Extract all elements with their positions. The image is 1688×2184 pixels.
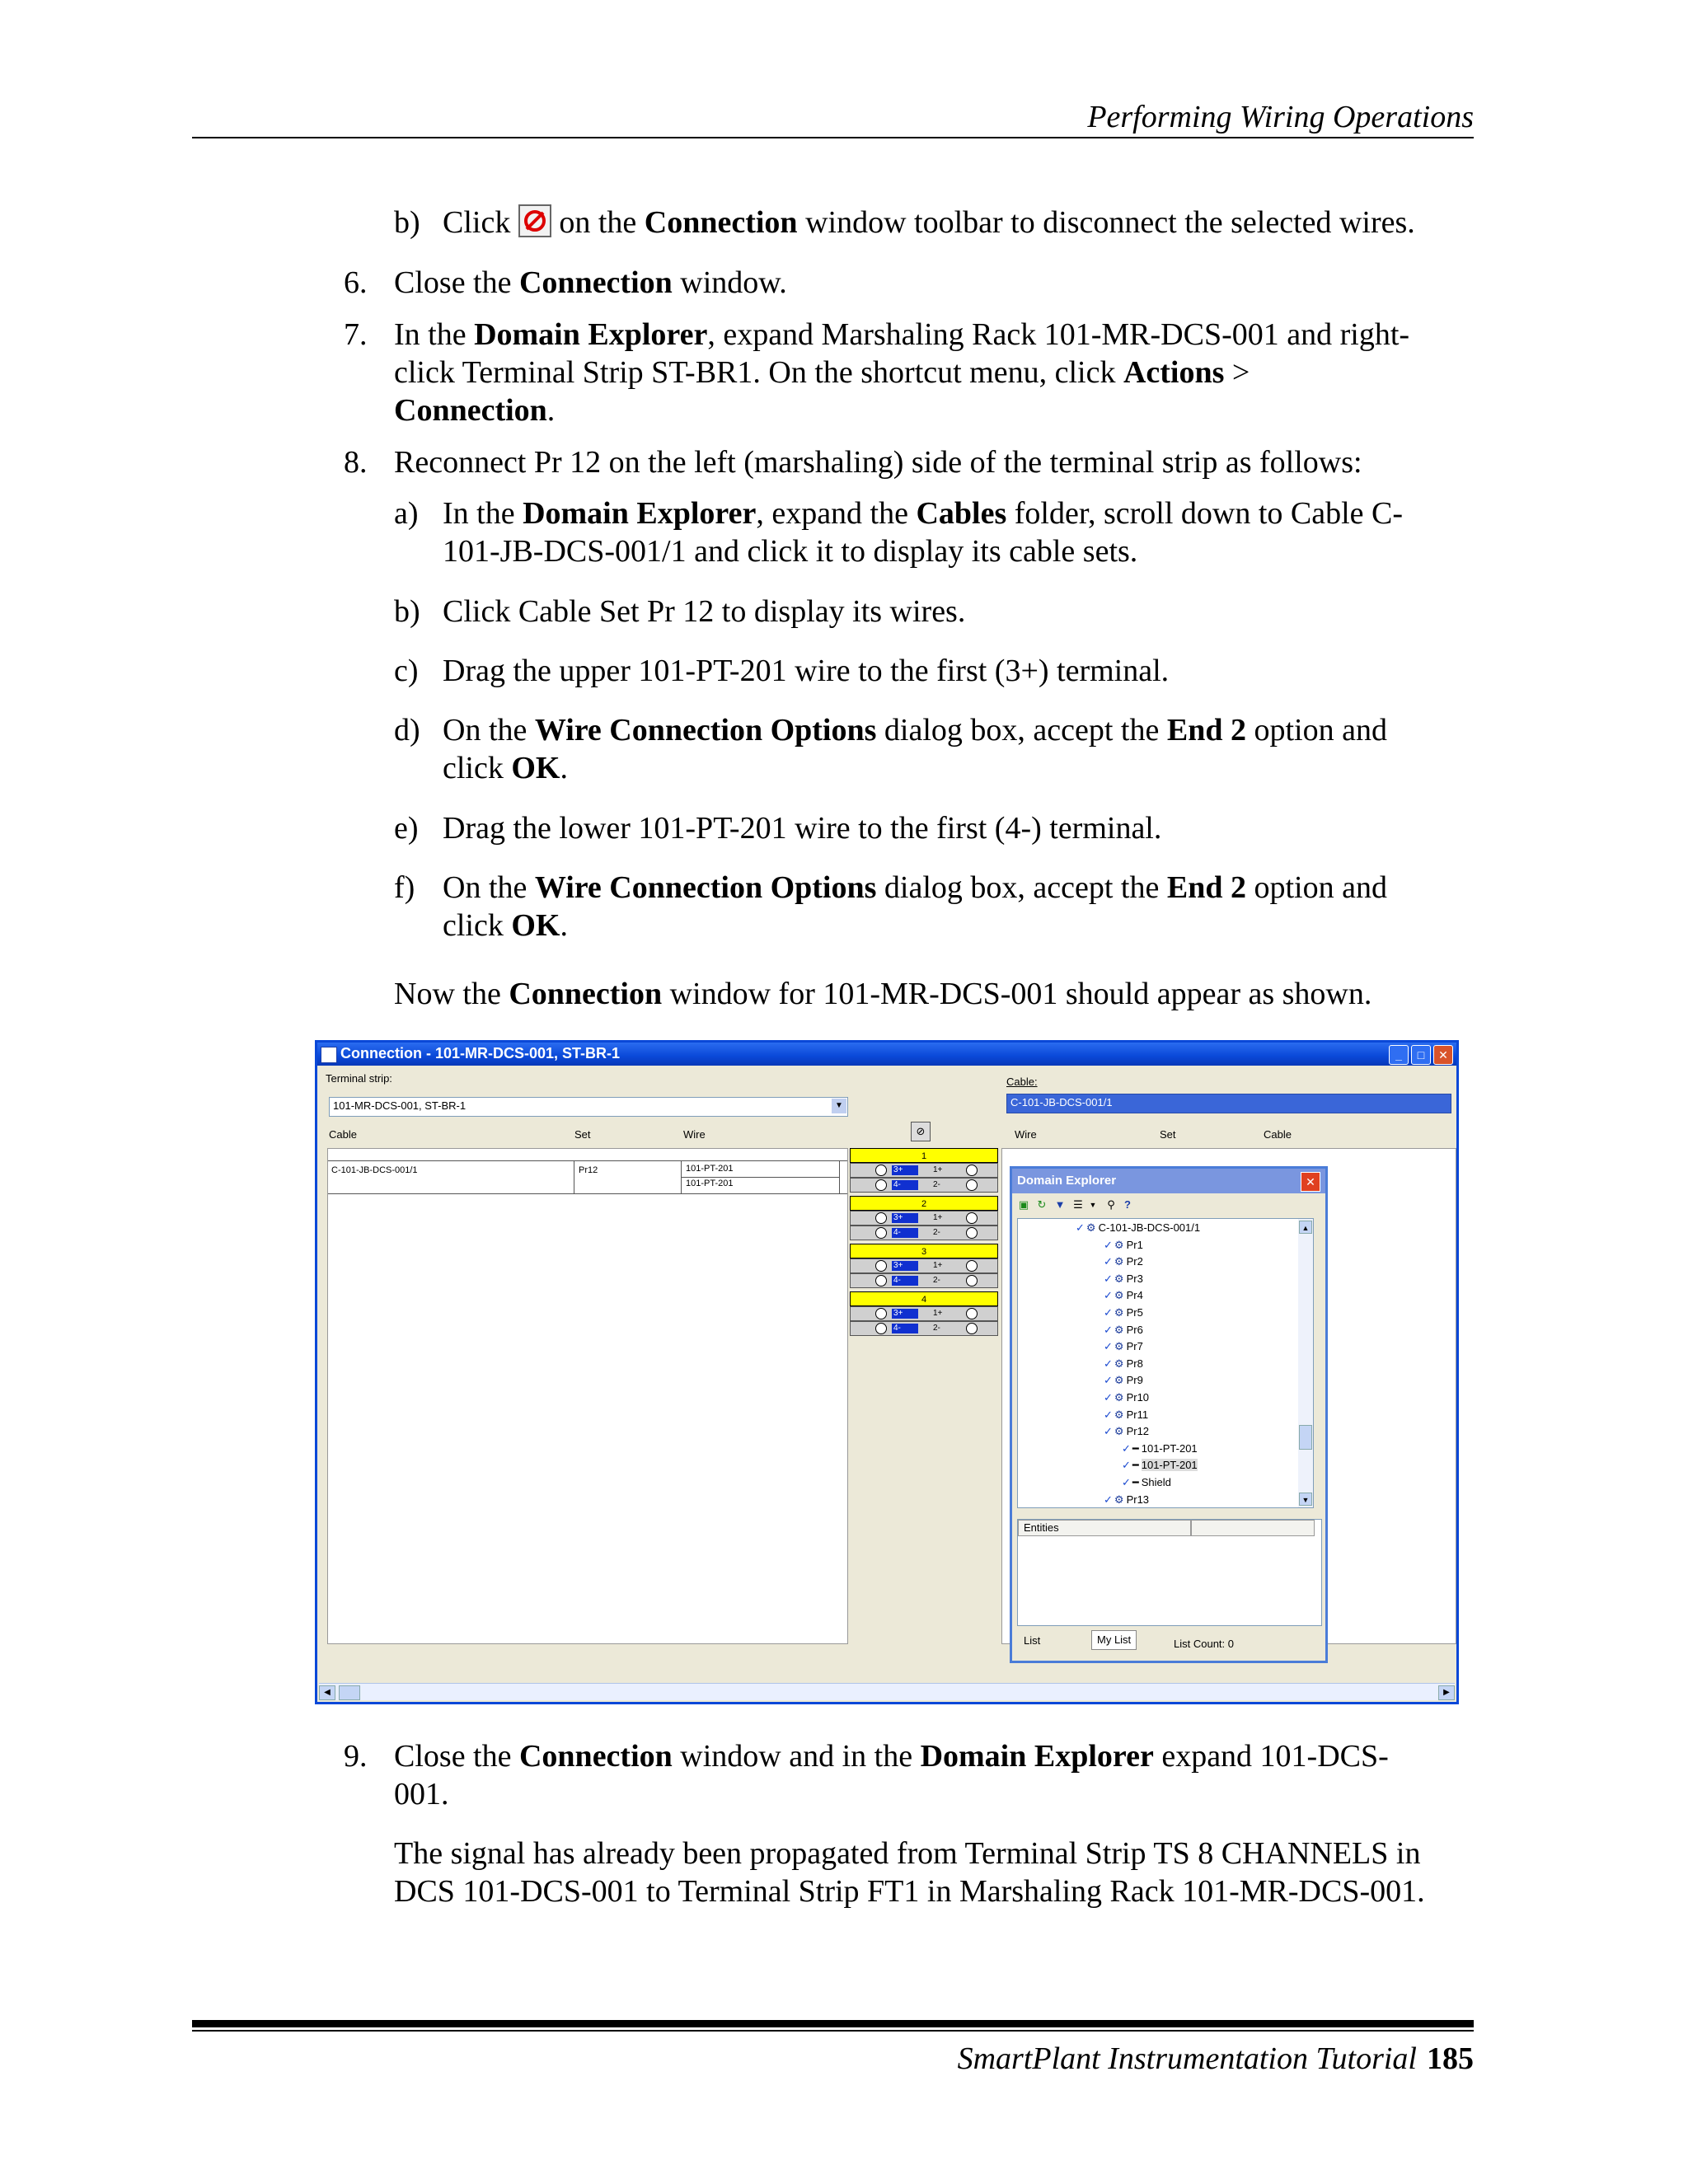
- now-paragraph: Now the Connection window for 101-MR-DCS-001 should appear as shown.: [394, 977, 1372, 1011]
- connector-icon: [875, 1275, 887, 1286]
- row-set[interactable]: Pr12: [579, 1165, 598, 1175]
- maximize-button[interactable]: □: [1411, 1045, 1431, 1065]
- check-icon: ✓: [1076, 1221, 1085, 1234]
- tree-item[interactable]: [1104, 1272, 1143, 1286]
- step-marker: b): [394, 594, 420, 629]
- col-header-cable-right: Cable: [1264, 1128, 1292, 1141]
- page-footer: [192, 2041, 1474, 2077]
- running-header: Performing Wiring Operations: [1087, 100, 1474, 134]
- disconnect-icon: [518, 204, 551, 237]
- scroll-thumb[interactable]: [339, 1685, 360, 1700]
- scroll-down-icon[interactable]: ▼: [1299, 1493, 1312, 1506]
- window-titlebar[interactable]: [317, 1043, 1456, 1066]
- tree-item-label: Pr1: [1126, 1238, 1143, 1251]
- connector-icon: [966, 1212, 978, 1224]
- step-d-line2: click OK.: [443, 751, 568, 785]
- close-icon[interactable]: ✕: [1301, 1172, 1320, 1192]
- check-icon: ✓: [1104, 1408, 1113, 1421]
- tree-item[interactable]: [1104, 1357, 1143, 1371]
- tree-item-label: Pr9: [1126, 1374, 1143, 1387]
- signal-line2: DCS 101-DCS-001 to Terminal Strip FT1 in Marshaling Rack 101-MR-DCS-001.: [394, 1874, 1425, 1909]
- tree-item-label: 101-PT-201: [1141, 1441, 1198, 1455]
- terminal-bar[interactable]: [850, 1273, 998, 1288]
- check-icon: ✓: [1104, 1306, 1113, 1319]
- step-marker: 8.: [344, 445, 368, 480]
- step-marker: 6.: [344, 265, 368, 300]
- cable-field[interactable]: [1006, 1094, 1451, 1113]
- disconnect-toolbar-button[interactable]: ⊘: [911, 1122, 931, 1141]
- tree-item-label: Pr11: [1126, 1408, 1149, 1421]
- close-button[interactable]: ✕: [1433, 1045, 1453, 1065]
- tree-item-label: Pr10: [1126, 1391, 1150, 1404]
- terminal-bar[interactable]: [850, 1306, 998, 1321]
- cable-set-icon: ⚙: [1114, 1493, 1124, 1506]
- terminal-right-label: 1+: [933, 1309, 943, 1318]
- terminal-strip-value: 101-MR-DCS-001, ST-BR-1: [333, 1099, 467, 1112]
- tree-item[interactable]: [1104, 1288, 1143, 1303]
- step-b-click-cable-set: Click Cable Set Pr 12 to display its wires.: [443, 594, 966, 629]
- cable-set-icon: ⚙: [1114, 1408, 1124, 1421]
- cable-set-icon: ⚙: [1114, 1238, 1124, 1251]
- step-e: Drag the lower 101-PT-201 wire to the first (4-) terminal.: [443, 811, 1162, 846]
- col-header-wire-right: Wire: [1015, 1128, 1037, 1141]
- wire-icon: ━: [1132, 1476, 1139, 1488]
- header-rule: [192, 137, 1474, 138]
- entities-header-blank: [1191, 1520, 1315, 1536]
- terminal-bar[interactable]: [850, 1163, 998, 1178]
- step-7-line3: Connection.: [394, 393, 556, 428]
- cable-label: Cable:: [1006, 1076, 1038, 1088]
- tree-item[interactable]: [1104, 1339, 1143, 1354]
- cable-set-icon: ⚙: [1114, 1357, 1124, 1370]
- domain-explorer-title: Domain Explorer: [1017, 1174, 1117, 1188]
- connector-icon: [875, 1323, 887, 1334]
- terminal-bar[interactable]: [850, 1211, 998, 1226]
- row-divider: [681, 1177, 839, 1178]
- scroll-left-icon[interactable]: ◀: [319, 1685, 335, 1700]
- window-title: Connection - 101-MR-DCS-001, ST-BR-1: [340, 1045, 621, 1062]
- check-icon: ✓: [1104, 1391, 1113, 1404]
- terminal-right-label: 1+: [933, 1213, 943, 1222]
- step-marker: a): [394, 496, 419, 531]
- terminal-bar[interactable]: [850, 1258, 998, 1273]
- row-wire-2[interactable]: 101-PT-201: [686, 1179, 734, 1188]
- connector-icon: [875, 1260, 887, 1272]
- tree-item-label: Pr2: [1126, 1255, 1143, 1268]
- tree-item-label: Pr5: [1126, 1306, 1143, 1319]
- tree-item-label: Pr3: [1126, 1272, 1143, 1285]
- col-header-wire: Wire: [683, 1128, 706, 1141]
- connector-icon: [875, 1308, 887, 1319]
- left-wire-grid: [327, 1148, 848, 1644]
- minimize-button[interactable]: _: [1389, 1045, 1409, 1065]
- filter-icon[interactable]: ▼: [1054, 1198, 1066, 1211]
- tree-item-label: Pr6: [1126, 1323, 1143, 1336]
- terminal-strip-graphic: [850, 1148, 998, 1643]
- connector-icon: [875, 1227, 887, 1239]
- tree-item-label: Shield: [1141, 1476, 1171, 1488]
- connector-icon: [966, 1165, 978, 1176]
- scroll-thumb[interactable]: [1299, 1425, 1312, 1450]
- refresh-icon[interactable]: ↻: [1037, 1198, 1047, 1211]
- col-header-set: Set: [574, 1128, 591, 1141]
- terminal-left-label: 3+: [892, 1213, 918, 1223]
- horizontal-scrollbar[interactable]: [319, 1683, 1455, 1700]
- terminal-left-label: 4-: [892, 1276, 918, 1286]
- terminal-right-label: 1+: [933, 1165, 943, 1174]
- new-icon[interactable]: ▣: [1018, 1198, 1029, 1211]
- step-d-line1: On the Wire Connection Options dialog box, accept the End 2 option and: [443, 713, 1387, 748]
- tree-item[interactable]: [1104, 1390, 1149, 1405]
- check-icon: ✓: [1104, 1374, 1113, 1387]
- view-icon[interactable]: ☰: [1073, 1198, 1083, 1211]
- cable-set-icon: ⚙: [1114, 1272, 1124, 1285]
- tree-item-label: Pr8: [1126, 1357, 1143, 1370]
- connection-app-icon: [321, 1047, 337, 1063]
- terminal-label: 4: [850, 1291, 998, 1306]
- cable-set-icon: ⚙: [1114, 1340, 1124, 1353]
- step-marker: e): [394, 811, 419, 846]
- check-icon: ✓: [1122, 1459, 1131, 1472]
- connector-icon: [966, 1260, 978, 1272]
- col-header-cable: Cable: [329, 1128, 357, 1141]
- terminal-strip-label: Terminal strip:: [326, 1072, 392, 1085]
- tree-item-label: Pr13: [1126, 1493, 1150, 1506]
- tree-item-label: 101-PT-201: [1141, 1459, 1198, 1472]
- check-icon: ✓: [1104, 1238, 1113, 1251]
- step-marker: c): [394, 654, 419, 688]
- step-marker: f): [394, 870, 415, 905]
- list-count: List Count: 0: [1174, 1638, 1234, 1650]
- connector-icon: [966, 1308, 978, 1319]
- cable-set-icon: ⚙: [1114, 1374, 1124, 1387]
- terminal-right-label: 2-: [933, 1228, 940, 1237]
- tree-item[interactable]: [1122, 1475, 1171, 1490]
- step-9-line1: Close the Connection window and in the Domain Explorer expand 101-DCS-: [394, 1739, 1389, 1774]
- connector-icon: [875, 1165, 887, 1176]
- step-c: Drag the upper 101-PT-201 wire to the first (3+) terminal.: [443, 654, 1170, 688]
- terminal-right-label: 1+: [933, 1261, 943, 1270]
- check-icon: ✓: [1122, 1441, 1131, 1455]
- tree-item[interactable]: [1076, 1221, 1200, 1235]
- step-f-line2: click OK.: [443, 908, 568, 943]
- connector-icon: [966, 1179, 978, 1191]
- check-icon: ✓: [1104, 1289, 1113, 1302]
- tree-scrollbar[interactable]: [1298, 1219, 1313, 1507]
- terminal-left-label: 4-: [892, 1180, 918, 1190]
- check-icon: ✓: [1104, 1493, 1113, 1506]
- footer-rule-thick: [192, 2020, 1474, 2027]
- tree-item[interactable]: [1122, 1441, 1198, 1456]
- cable-set-icon: ⚙: [1114, 1289, 1124, 1302]
- step-marker: 9.: [344, 1739, 368, 1774]
- step-marker: d): [394, 713, 420, 748]
- tree-item-label: Pr12: [1126, 1425, 1150, 1438]
- terminal-left-label: 3+: [892, 1261, 918, 1271]
- step-6: Close the Connection window.: [394, 265, 787, 300]
- wire-icon: ━: [1132, 1459, 1139, 1472]
- tree-item[interactable]: [1104, 1323, 1143, 1338]
- connector-icon: [966, 1227, 978, 1239]
- domain-explorer-titlebar[interactable]: [1012, 1169, 1325, 1193]
- tree-item[interactable]: [1104, 1424, 1149, 1439]
- cable-set-icon: ⚙: [1114, 1391, 1124, 1404]
- domain-explorer-panel: [1010, 1166, 1328, 1663]
- terminal-bar[interactable]: [850, 1321, 998, 1336]
- step-marker: b): [394, 205, 420, 240]
- cable-set-icon: ⚙: [1114, 1323, 1124, 1336]
- terminal-left-label: 3+: [892, 1309, 918, 1319]
- tree-item-label: Pr7: [1126, 1340, 1143, 1353]
- check-icon: ✓: [1104, 1323, 1113, 1336]
- entities-header: Entities: [1018, 1520, 1191, 1536]
- tree-item[interactable]: [1104, 1305, 1143, 1320]
- step-marker: 7.: [344, 317, 368, 352]
- tree-item[interactable]: [1104, 1238, 1143, 1253]
- step-a-line1: In the Domain Explorer, expand the Cables folder, scroll down to Cable C-: [443, 496, 1404, 531]
- tree-item-label: C-101-JB-DCS-001/1: [1098, 1221, 1201, 1234]
- tab-my-list[interactable]: My List: [1091, 1630, 1137, 1650]
- terminal-left-label: 4-: [892, 1324, 918, 1333]
- tree-item[interactable]: [1104, 1373, 1143, 1388]
- col-header-set-right: Set: [1160, 1128, 1176, 1141]
- scroll-up-icon[interactable]: ▲: [1299, 1221, 1312, 1234]
- help-icon[interactable]: ?: [1124, 1198, 1131, 1211]
- row-divider: [328, 1193, 847, 1194]
- signal-line1: The signal has already been propagated from Terminal Strip TS 8 CHANNELS in: [394, 1836, 1421, 1871]
- tab-list[interactable]: List: [1024, 1634, 1041, 1647]
- cable-value: C-101-JB-DCS-001/1: [1010, 1096, 1113, 1108]
- footer-rule-thin: [192, 2030, 1474, 2032]
- step-9-line2: 001.: [394, 1777, 449, 1811]
- connector-icon: [875, 1212, 887, 1224]
- terminal-left-label: 4-: [892, 1228, 918, 1238]
- wire-icon: ━: [1132, 1441, 1139, 1455]
- cable-set-icon: ⚙: [1114, 1306, 1124, 1319]
- cable-set-icon: ⚙: [1114, 1255, 1124, 1268]
- check-icon: ✓: [1104, 1340, 1113, 1353]
- chevron-down-icon[interactable]: ▼: [832, 1099, 846, 1113]
- connector-icon: [966, 1275, 978, 1286]
- footer-title: SmartPlant Instrumentation Tutorial: [957, 2041, 1417, 2076]
- terminal-right-label: 2-: [933, 1324, 940, 1333]
- cable-set-icon: ⚙: [1114, 1425, 1124, 1438]
- check-icon: ✓: [1104, 1357, 1113, 1370]
- check-icon: ✓: [1104, 1272, 1113, 1285]
- connection-window: [315, 1040, 1459, 1704]
- step-a-line2: 101-JB-DCS-001/1 and click it to display its cable sets.: [443, 534, 1138, 569]
- chevron-down-icon[interactable]: ▼: [1089, 1201, 1097, 1209]
- step-7-line1: In the Domain Explorer, expand Marshaling Rack 101-MR-DCS-001 and right-: [394, 317, 1410, 352]
- cable-icon: ⚙: [1085, 1221, 1096, 1234]
- tree-item[interactable]: [1104, 1493, 1149, 1507]
- step-f-line1: On the Wire Connection Options dialog box, accept the End 2 option and: [443, 870, 1387, 905]
- page-number: 185: [1427, 2041, 1474, 2076]
- row-wire-1[interactable]: 101-PT-201: [686, 1164, 734, 1174]
- check-icon: ✓: [1104, 1425, 1113, 1438]
- terminal-label: 1: [850, 1148, 998, 1163]
- scroll-right-icon[interactable]: ▶: [1438, 1685, 1455, 1700]
- find-icon[interactable]: ⚲: [1107, 1198, 1115, 1211]
- terminal-left-label: 3+: [892, 1165, 918, 1175]
- row-divider: [328, 1160, 847, 1161]
- entities-list: [1017, 1519, 1322, 1626]
- domain-explorer-toolbar: [1012, 1195, 1325, 1215]
- terminal-right-label: 2-: [933, 1180, 940, 1189]
- tree-item[interactable]: [1122, 1458, 1198, 1473]
- col-divider: [839, 1160, 840, 1193]
- domain-explorer-tree: [1017, 1218, 1314, 1508]
- step-7-line2: click Terminal Strip ST-BR1. On the shortcut menu, click Actions >: [394, 355, 1250, 390]
- step-b-disconnect: Click on the Connection window toolbar to disconnect the selected wires.: [443, 205, 1415, 240]
- terminal-bar[interactable]: [850, 1226, 998, 1240]
- tree-item[interactable]: [1104, 1408, 1148, 1422]
- connector-icon: [966, 1323, 978, 1334]
- terminal-bar[interactable]: [850, 1178, 998, 1193]
- connector-icon: [875, 1179, 887, 1191]
- step-8: Reconnect Pr 12 on the left (marshaling) side of the terminal strip as follows:: [394, 445, 1362, 480]
- terminal-strip-select[interactable]: [329, 1097, 848, 1117]
- terminal-label: 3: [850, 1244, 998, 1258]
- tree-item-label: Pr4: [1126, 1289, 1143, 1302]
- tree-item[interactable]: [1104, 1254, 1143, 1269]
- terminal-right-label: 2-: [933, 1276, 940, 1285]
- check-icon: ✓: [1104, 1255, 1113, 1268]
- terminal-label: 2: [850, 1196, 998, 1211]
- check-icon: ✓: [1122, 1476, 1131, 1488]
- row-cable[interactable]: C-101-JB-DCS-001/1: [331, 1165, 418, 1175]
